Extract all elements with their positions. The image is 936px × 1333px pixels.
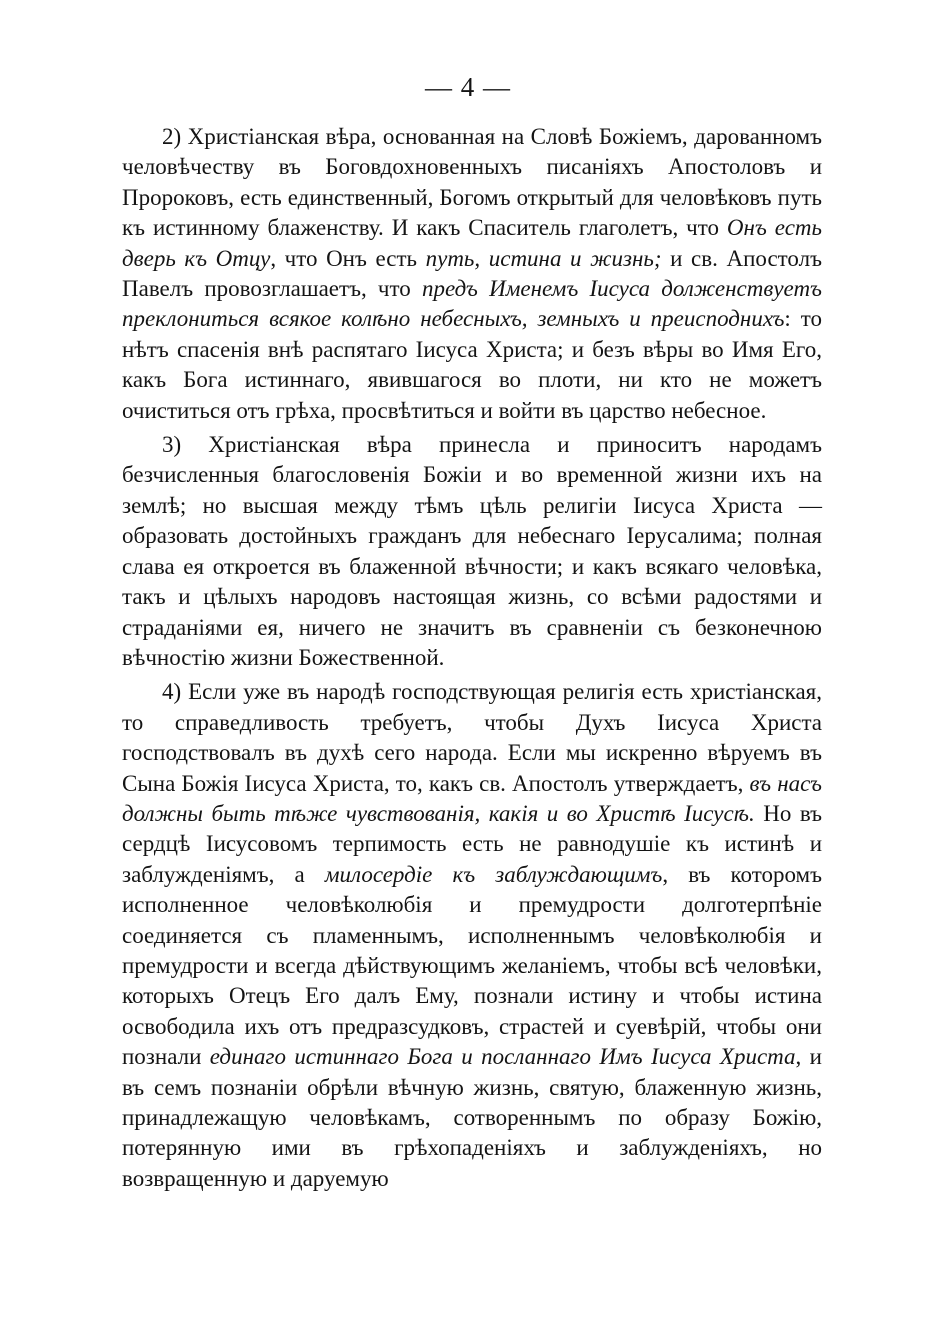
text-run: , въ которомъ исполненное человѣколюбія и премудрости долготерпѣніе соединяется съ пламеннымъ, исполненнымъ человѣколюбія и премудрости и всегда дѣйствующимъ желаніемъ, чтобы всѣ человѣки, которыхъ Отецъ Его далъ Ему, познали истину и чтобы истина освободила ихъ отъ предразсудковъ, страстей и суевѣрій, чтобы они познали — [122, 861, 822, 1070]
paragraph-3 — [122, 430, 822, 673]
italic-quote: милосердіе къ заблуждающимъ — [324, 861, 663, 887]
paragraph-2 — [122, 122, 822, 426]
italic-quote: единаго истиннаго Бога и посланнаго Имъ Іисуса Христа — [209, 1044, 796, 1070]
text-run: 4) Если уже въ народѣ господствующая религія есть христіанская, то справедливость требуетъ, чтобы Духъ Іисуса Христа господствовалъ въ духѣ сего народа. Если мы искренно вѣруемъ въ Сына Божія Іисуса Христа, то, какъ св. Апостолъ утверждаетъ, — [122, 679, 822, 796]
italic-quote: предъ Именемъ Іисуса долженствуетъ преклониться всякое колѣно небесныхъ, земныхъ и преисподнихъ — [122, 276, 822, 332]
text-run: и св. Апостолъ Павелъ провозглашаетъ, что — [122, 245, 822, 302]
text-run: , что Онъ есть — [270, 245, 426, 271]
text-run: 3) Христіанская вѣра принесла и приноситъ народамъ безчисленныя благословенія Божіи и во временной жизни ихъ на землѣ; но высшая между тѣмъ цѣль религіи Іисуса Христа — образовать достойныхъ гражданъ для небеснаго Іерусалима; полная слава ея откроется въ блаженной вѣчности; и какъ всякаго человѣка, такъ и цѣлыхъ народовъ настоящая жизнь, со всѣми радостями и страданіями ея, ничего не значитъ въ сравненіи съ безконечною вѣчностію жизни Божественной. — [122, 432, 822, 670]
text-run: : то нѣтъ спасенія внѣ распятаго Іисуса Христа; и безъ вѣры во Имя Его, какъ Бога истиннаго, явившагося во плоти, ни кто не можетъ очиститься отъ грѣха, просвѣтиться и войти въ царство небесное. — [122, 306, 822, 423]
text-run: , и въ семъ познаніи обрѣли вѣчную жизнь, святую, блаженную жизнь, принадлежащую человѣкамъ, сотвореннымъ по образу Божію, потерянную ими въ грѣхопаденіяхъ и заблужденіяхъ, но возвращенную и даруемую — [122, 1044, 822, 1191]
page-number: — 4 — — [425, 72, 511, 102]
italic-quote: Онъ есть дверь къ Отцу — [122, 215, 822, 271]
body-text — [122, 122, 822, 1198]
text-run: Но въ сердцѣ Іисусовомъ терпимость есть не равнодушіе къ истинѣ и заблужденіямъ, а — [122, 800, 822, 887]
paragraph-4 — [122, 677, 822, 1194]
italic-quote: въ насъ должны быть тѣже чувствованія, какія и во Христѣ Іисусѣ. — [122, 770, 822, 826]
italic-quote: путь, истина и жизнь; — [425, 245, 662, 271]
text-run: 2) Христіанская вѣра, основанная на Словѣ Божіемъ, дарованномъ человѣчеству въ Боговдохновенныхъ писаніяхъ Апостоловъ и Пророковъ, есть единственный, Богомъ открытый для человѣковъ путь къ истинному блаженству. И какъ Спаситель глаголетъ, что — [122, 124, 822, 241]
